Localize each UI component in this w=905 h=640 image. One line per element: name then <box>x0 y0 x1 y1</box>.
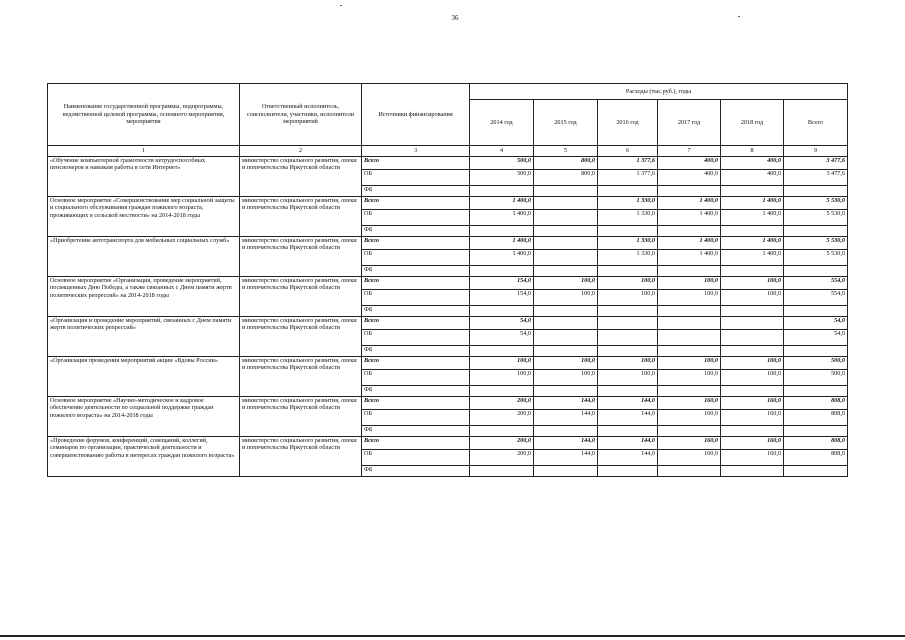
amount-cell <box>658 186 721 197</box>
amount-cell: 100,0 <box>534 290 598 306</box>
amount-cell <box>534 386 598 397</box>
amount-cell <box>658 306 721 317</box>
amount-cell-total: 808,0 <box>784 450 848 466</box>
amount-cell <box>598 317 658 330</box>
table-row <box>48 437 848 450</box>
amount-cell <box>721 466 784 477</box>
funding-source: Всего <box>362 317 470 330</box>
funding-source: ОБ <box>362 290 470 306</box>
amount-cell <box>721 346 784 357</box>
amount-cell: 1 400,0 <box>721 237 784 250</box>
measure-name: «Приобретение автотранспорта для мобильных социальных служб» <box>48 237 240 277</box>
expenses-table <box>47 83 848 477</box>
amount-cell: 144,0 <box>598 397 658 410</box>
amount-cell: 100,0 <box>658 357 721 370</box>
amount-cell: 1 330,0 <box>598 210 658 226</box>
amount-cell: 1 400,0 <box>470 250 534 266</box>
amount-cell: 160,0 <box>658 410 721 426</box>
funding-source: ФБ <box>362 426 470 437</box>
measure-executor: министерство социального развития, опеки и попечительства Иркутской области <box>240 237 362 277</box>
amount-cell-total: 3 477,6 <box>784 157 848 170</box>
amount-cell-total: 5 530,0 <box>784 250 848 266</box>
amount-cell <box>534 226 598 237</box>
amount-cell: 1 400,0 <box>658 250 721 266</box>
amount-cell: 100,0 <box>721 357 784 370</box>
amount-cell: 400,0 <box>658 170 721 186</box>
amount-cell: 100,0 <box>598 357 658 370</box>
amount-cell-total: 554,0 <box>784 290 848 306</box>
amount-cell-total: 808,0 <box>784 410 848 426</box>
amount-cell: 1 377,6 <box>598 170 658 186</box>
amount-cell-total: 500,0 <box>784 357 848 370</box>
funding-source: ОБ <box>362 410 470 426</box>
header-year: 2016 год <box>598 100 658 146</box>
amount-cell-total: 554,0 <box>784 277 848 290</box>
amount-cell: 100,0 <box>658 277 721 290</box>
table-row <box>48 397 848 410</box>
amount-cell <box>470 346 534 357</box>
funding-source: Всего <box>362 437 470 450</box>
amount-cell: 160,0 <box>658 450 721 466</box>
amount-cell <box>658 426 721 437</box>
funding-source: ОБ <box>362 330 470 346</box>
amount-cell <box>721 226 784 237</box>
scan-bottom-edge <box>0 635 905 637</box>
amount-cell-total: 808,0 <box>784 397 848 410</box>
amount-cell-total <box>784 426 848 437</box>
amount-cell: 144,0 <box>534 450 598 466</box>
amount-cell <box>470 386 534 397</box>
amount-cell <box>721 330 784 346</box>
measure-name: «Организация и проведение мероприятий, связанных с Днем памяти жертв политических репрессий» <box>48 317 240 357</box>
amount-cell <box>598 226 658 237</box>
measure-executor: министерство социального развития, опеки и попечительства Иркутской области <box>240 437 362 477</box>
funding-source: ФБ <box>362 306 470 317</box>
funding-source: Всего <box>362 157 470 170</box>
column-number: 6 <box>598 146 658 157</box>
column-number: 1 <box>48 146 240 157</box>
amount-cell-total: 54,0 <box>784 317 848 330</box>
funding-source: ОБ <box>362 450 470 466</box>
amount-cell <box>598 266 658 277</box>
amount-cell <box>534 346 598 357</box>
column-number: 2 <box>240 146 362 157</box>
amount-cell-total: 3 477,6 <box>784 170 848 186</box>
amount-cell: 100,0 <box>470 357 534 370</box>
amount-cell-total: 5 530,0 <box>784 210 848 226</box>
funding-source: ФБ <box>362 386 470 397</box>
amount-cell <box>470 426 534 437</box>
column-number: 3 <box>362 146 470 157</box>
amount-cell-total: 500,0 <box>784 370 848 386</box>
funding-source: ФБ <box>362 226 470 237</box>
amount-cell: 1 330,0 <box>598 197 658 210</box>
funding-source: ФБ <box>362 346 470 357</box>
scan-speck <box>738 16 740 17</box>
amount-cell <box>658 346 721 357</box>
measure-executor: министерство социального развития, опеки и попечительства Иркутской области <box>240 357 362 397</box>
measure-name: Основное мероприятие «Научно-методическое и кадровое обеспечение деятельности по социальной поддержке граждан пожилого возраста» на 2014-2018 годы <box>48 397 240 437</box>
amount-cell: 144,0 <box>534 410 598 426</box>
amount-cell: 1 400,0 <box>721 210 784 226</box>
amount-cell: 100,0 <box>721 290 784 306</box>
measure-name: «Организация проведения мероприятий акции «Вдовы России» <box>48 357 240 397</box>
amount-cell <box>534 210 598 226</box>
amount-cell: 100,0 <box>721 370 784 386</box>
amount-cell <box>598 330 658 346</box>
amount-cell <box>534 237 598 250</box>
table-row <box>48 157 848 170</box>
amount-cell <box>534 466 598 477</box>
amount-cell: 1 400,0 <box>658 237 721 250</box>
amount-cell <box>598 386 658 397</box>
funding-source: ФБ <box>362 266 470 277</box>
amount-cell: 100,0 <box>598 290 658 306</box>
header-name: Наименование государственной программы, подпрограммы, ведомственной целевой программы, основного мероприятия, мероприятия <box>48 84 240 146</box>
amount-cell: 144,0 <box>534 437 598 450</box>
measure-executor: министерство социального развития, опеки и попечительства Иркутской области <box>240 397 362 437</box>
amount-cell: 800,0 <box>534 170 598 186</box>
amount-cell: 1 400,0 <box>470 237 534 250</box>
amount-cell: 160,0 <box>658 437 721 450</box>
funding-source: ОБ <box>362 250 470 266</box>
amount-cell-total <box>784 466 848 477</box>
amount-cell-total: 808,0 <box>784 437 848 450</box>
amount-cell <box>534 250 598 266</box>
amount-cell: 144,0 <box>598 437 658 450</box>
amount-cell: 100,0 <box>598 370 658 386</box>
table-row <box>48 277 848 290</box>
amount-cell <box>598 306 658 317</box>
amount-cell: 400,0 <box>658 157 721 170</box>
amount-cell: 1 400,0 <box>721 197 784 210</box>
funding-source: ФБ <box>362 186 470 197</box>
measure-name: «Обучение компьютерной грамотности нетрудоспособных пенсионеров и навыкам работы в сети Интернет» <box>48 157 240 197</box>
funding-source: ФБ <box>362 466 470 477</box>
amount-cell: 100,0 <box>534 277 598 290</box>
amount-cell <box>470 466 534 477</box>
scan-speck <box>340 5 342 6</box>
amount-cell: 1 330,0 <box>598 250 658 266</box>
amount-cell: 100,0 <box>721 277 784 290</box>
column-number: 7 <box>658 146 721 157</box>
amount-cell-total <box>784 386 848 397</box>
table-body <box>48 157 848 477</box>
amount-cell: 160,0 <box>721 437 784 450</box>
amount-cell <box>534 426 598 437</box>
amount-cell <box>470 306 534 317</box>
header-year: 2018 год <box>721 100 784 146</box>
amount-cell <box>721 306 784 317</box>
amount-cell-total <box>784 226 848 237</box>
amount-cell-total <box>784 306 848 317</box>
measure-name: «Проведение форумов, конференций, совещаний, коллегий, семинаров по организации, практической деятельности и совершенствованию работы в интересах граждан пожилого возраста» <box>48 437 240 477</box>
amount-cell: 1 400,0 <box>470 210 534 226</box>
amount-cell: 1 330,0 <box>598 237 658 250</box>
measure-executor: министерство социального развития, опеки и попечительства Иркутской области <box>240 197 362 237</box>
amount-cell <box>534 266 598 277</box>
column-number: 8 <box>721 146 784 157</box>
amount-cell <box>598 346 658 357</box>
header-source: Источники финансирования <box>362 84 470 146</box>
amount-cell: 100,0 <box>470 370 534 386</box>
amount-cell <box>658 466 721 477</box>
table-row <box>48 197 848 210</box>
funding-source: ОБ <box>362 210 470 226</box>
amount-cell <box>598 466 658 477</box>
column-number: 9 <box>784 146 848 157</box>
amount-cell: 144,0 <box>598 410 658 426</box>
amount-cell <box>598 186 658 197</box>
amount-cell: 160,0 <box>658 397 721 410</box>
header-executor: Ответственный исполнитель, соисполнители, участники, исполнители мероприятий <box>240 84 362 146</box>
amount-cell <box>470 226 534 237</box>
amount-cell <box>721 266 784 277</box>
amount-cell-total: 5 530,0 <box>784 197 848 210</box>
amount-cell <box>534 306 598 317</box>
amount-cell: 100,0 <box>658 370 721 386</box>
amount-cell <box>534 197 598 210</box>
amount-cell: 200,0 <box>470 437 534 450</box>
amount-cell: 1 400,0 <box>470 197 534 210</box>
funding-source: Всего <box>362 237 470 250</box>
column-number: 4 <box>470 146 534 157</box>
amount-cell: 160,0 <box>721 450 784 466</box>
amount-cell: 54,0 <box>470 317 534 330</box>
measure-executor: министерство социального развития, опеки и попечительства Иркутской области <box>240 277 362 317</box>
header-year-total: Всего <box>784 100 848 146</box>
amount-cell: 1 377,6 <box>598 157 658 170</box>
amount-cell: 200,0 <box>470 410 534 426</box>
funding-source: Всего <box>362 197 470 210</box>
amount-cell: 400,0 <box>721 157 784 170</box>
amount-cell: 1 400,0 <box>721 250 784 266</box>
page-number: 36 <box>451 14 459 22</box>
amount-cell: 160,0 <box>721 397 784 410</box>
amount-cell: 1 400,0 <box>658 210 721 226</box>
header-year: 2017 год <box>658 100 721 146</box>
amount-cell: 100,0 <box>534 370 598 386</box>
funding-source: Всего <box>362 277 470 290</box>
amount-cell: 100,0 <box>658 290 721 306</box>
amount-cell: 400,0 <box>721 170 784 186</box>
funding-source: Всего <box>362 397 470 410</box>
amount-cell: 200,0 <box>470 397 534 410</box>
amount-cell <box>470 186 534 197</box>
amount-cell-total: 5 530,0 <box>784 237 848 250</box>
amount-cell: 1 400,0 <box>658 197 721 210</box>
amount-cell: 100,0 <box>534 357 598 370</box>
amount-cell: 54,0 <box>470 330 534 346</box>
funding-source: ОБ <box>362 170 470 186</box>
amount-cell <box>658 330 721 346</box>
amount-cell <box>721 386 784 397</box>
amount-cell <box>534 317 598 330</box>
amount-cell: 144,0 <box>598 450 658 466</box>
amount-cell: 160,0 <box>721 410 784 426</box>
table-row <box>48 357 848 370</box>
amount-cell <box>658 226 721 237</box>
measure-executor: министерство социального развития, опеки и попечительства Иркутской области <box>240 317 362 357</box>
amount-cell <box>721 426 784 437</box>
amount-cell: 144,0 <box>534 397 598 410</box>
amount-cell-total: 54,0 <box>784 330 848 346</box>
amount-cell <box>534 330 598 346</box>
amount-cell <box>658 317 721 330</box>
funding-source: Всего <box>362 357 470 370</box>
header-year: 2014 год <box>470 100 534 146</box>
measure-name: Основное мероприятие «Организация, проведение мероприятий, посвященных Дню Победы, а также связанных с Днем памяти жертв политических репрессий» на 2014-2018 годы <box>48 277 240 317</box>
amount-cell-total <box>784 186 848 197</box>
amount-cell: 154,0 <box>470 290 534 306</box>
amount-cell: 200,0 <box>470 450 534 466</box>
amount-cell <box>470 266 534 277</box>
amount-cell: 100,0 <box>598 277 658 290</box>
amount-cell: 154,0 <box>470 277 534 290</box>
table-row <box>48 317 848 330</box>
column-number: 5 <box>534 146 598 157</box>
amount-cell-total <box>784 346 848 357</box>
amount-cell: 500,0 <box>470 170 534 186</box>
amount-cell: 800,0 <box>534 157 598 170</box>
amount-cell: 500,0 <box>470 157 534 170</box>
amount-cell <box>721 186 784 197</box>
amount-cell <box>534 186 598 197</box>
measure-name: Основное мероприятие «Совершенствование мер социальной защиты и социального обслуживания граждан пожилого возраста, проживающих в сельской местности» на 2014-2018 годы <box>48 197 240 237</box>
amount-cell <box>658 386 721 397</box>
funding-source: ОБ <box>362 370 470 386</box>
amount-cell-total <box>784 266 848 277</box>
header-year: 2015 год <box>534 100 598 146</box>
amount-cell <box>658 266 721 277</box>
header-expenses: Расходы (тыс.руб.), годы <box>470 84 848 100</box>
amount-cell <box>721 317 784 330</box>
table-row <box>48 237 848 250</box>
measure-executor: министерство социального развития, опеки и попечительства Иркутской области <box>240 157 362 197</box>
amount-cell <box>598 426 658 437</box>
